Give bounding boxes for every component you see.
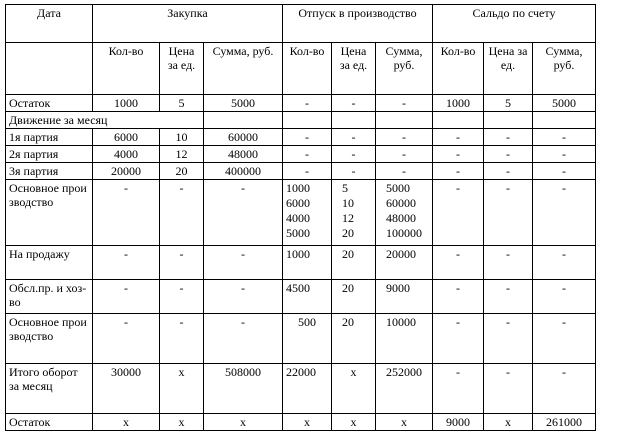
empty-cell	[376, 112, 433, 129]
value-line: 1000	[286, 181, 310, 195]
cell: -	[93, 314, 160, 364]
header-row-columns	[6, 43, 596, 95]
cell: -	[283, 95, 332, 112]
row-label: Основное производство	[6, 180, 93, 246]
value-line: 100000	[386, 226, 422, 240]
empty-cell	[484, 112, 533, 129]
movement-label: Движение за месяц	[6, 112, 204, 129]
cell: -	[484, 280, 533, 314]
cell: -	[160, 246, 204, 280]
cell: 22000	[283, 364, 332, 414]
header-date-blank	[6, 43, 93, 95]
cell: 4000	[93, 146, 160, 163]
cell: 5	[484, 95, 533, 112]
value-line: 10	[342, 196, 354, 210]
header-date: Дата	[6, 5, 93, 43]
cell: -	[283, 146, 332, 163]
cell: 508000	[204, 364, 283, 414]
cell: -	[433, 129, 484, 146]
cell: -	[204, 180, 283, 246]
header-balance-sum: Сумма, руб.	[533, 43, 596, 95]
cell: 9000	[376, 280, 433, 314]
row-label: Остаток	[6, 414, 93, 431]
cell: -	[433, 180, 484, 246]
value-line: 5000	[286, 226, 310, 240]
cell: -	[332, 146, 376, 163]
cell: -	[433, 163, 484, 180]
row-label: Остаток	[6, 95, 93, 112]
cell: -	[484, 364, 533, 414]
cell: -	[204, 314, 283, 364]
cell: 10000	[376, 314, 433, 364]
cell: -	[433, 146, 484, 163]
value-line: 12	[342, 211, 354, 225]
table-row-closing	[6, 414, 596, 431]
header-balance-qty: Кол-во	[433, 43, 484, 95]
cell: x	[484, 414, 533, 431]
cell: -	[533, 163, 596, 180]
value-line: 6000	[286, 196, 310, 210]
cell: 9000	[433, 414, 484, 431]
cell: 1000	[433, 95, 484, 112]
cell: 1000	[93, 95, 160, 112]
table-row-batch1	[6, 129, 596, 146]
row-label: На продажу	[6, 246, 93, 280]
cell: -	[93, 246, 160, 280]
header-balance-price: Цена за ед.	[484, 43, 533, 95]
table-row-batch2	[6, 146, 596, 163]
cell: -	[533, 280, 596, 314]
cell: -	[433, 246, 484, 280]
value-line: 20	[342, 226, 354, 240]
header-release-price: Цена за ед.	[332, 43, 376, 95]
table-row-batch3	[6, 163, 596, 180]
cell: -	[484, 146, 533, 163]
table-row-total	[6, 364, 596, 414]
row-label: 3я партия	[6, 163, 93, 180]
header-purchase-qty: Кол-во	[93, 43, 160, 95]
ledger-table-wrapper	[5, 4, 596, 431]
cell: x	[204, 414, 283, 431]
cell: -	[533, 180, 596, 246]
cell: x	[160, 414, 204, 431]
cell: 400000	[204, 163, 283, 180]
cell: -	[484, 163, 533, 180]
empty-cell	[332, 112, 376, 129]
cell: -	[160, 280, 204, 314]
cell-multi	[332, 180, 376, 246]
cell: 252000	[376, 364, 433, 414]
cell-multi	[376, 180, 433, 246]
cell: 20	[332, 246, 376, 280]
empty-cell	[283, 112, 332, 129]
row-label: 1я партия	[6, 129, 93, 146]
value-line: 5000	[386, 181, 410, 195]
cell: 5000	[204, 95, 283, 112]
empty-cell	[204, 112, 283, 129]
row-label: Основное производство	[6, 314, 93, 364]
cell: -	[376, 163, 433, 180]
row-label: 2я партия	[6, 146, 93, 163]
cell: x	[93, 414, 160, 431]
cell: x	[332, 414, 376, 431]
cell: -	[283, 163, 332, 180]
cell: -	[433, 314, 484, 364]
cell: 20	[332, 280, 376, 314]
table-row-sale	[6, 246, 596, 280]
cell: -	[533, 146, 596, 163]
cell: -	[533, 364, 596, 414]
header-release-qty: Кол-во	[283, 43, 332, 95]
cell: -	[533, 129, 596, 146]
row-label: Итого оборот за месяц	[6, 364, 93, 414]
row-label: Обсл.пр. и хоз-во	[6, 280, 93, 314]
cell: -	[433, 364, 484, 414]
header-row-groups	[6, 5, 596, 43]
cell: x	[283, 414, 332, 431]
value-line: 5	[342, 181, 348, 195]
cell: 48000	[204, 146, 283, 163]
cell: x	[332, 364, 376, 414]
cell: 5	[160, 95, 204, 112]
header-purchase: Закупка	[93, 5, 283, 43]
header-release: Отпуск в производство	[283, 5, 433, 43]
cell: -	[376, 95, 433, 112]
cell: 261000	[533, 414, 596, 431]
cell: 20	[160, 163, 204, 180]
cell: -	[433, 280, 484, 314]
table-row-movement	[6, 112, 596, 129]
cell: -	[93, 280, 160, 314]
cell: -	[533, 314, 596, 364]
cell: 500	[283, 314, 332, 364]
table-row-service	[6, 280, 596, 314]
table-row-main-production-2	[6, 314, 596, 364]
cell: -	[376, 129, 433, 146]
cell: 60000	[204, 129, 283, 146]
cell: -	[204, 246, 283, 280]
cell: -	[376, 146, 433, 163]
value-line: 60000	[386, 196, 416, 210]
cell: -	[533, 246, 596, 280]
cell: -	[160, 180, 204, 246]
empty-cell	[533, 112, 596, 129]
cell: 30000	[93, 364, 160, 414]
cell: 4500	[283, 280, 332, 314]
table-row-main-production-1	[6, 180, 596, 246]
value-line: 48000	[386, 211, 416, 225]
cell: -	[160, 314, 204, 364]
cell: 12	[160, 146, 204, 163]
cell: -	[204, 280, 283, 314]
cell: x	[376, 414, 433, 431]
cell: 5000	[533, 95, 596, 112]
table-row-opening	[6, 95, 596, 112]
header-purchase-price: Цена за ед.	[160, 43, 204, 95]
cell: -	[484, 246, 533, 280]
cell: -	[93, 180, 160, 246]
cell-multi	[283, 180, 332, 246]
header-purchase-sum: Сумма, руб.	[204, 43, 283, 95]
cell: 1000	[283, 246, 332, 280]
cell: 20	[332, 314, 376, 364]
cell: -	[283, 129, 332, 146]
cell: x	[160, 364, 204, 414]
value-line: 4000	[286, 211, 310, 225]
cell: 10	[160, 129, 204, 146]
cell: -	[484, 129, 533, 146]
empty-cell	[433, 112, 484, 129]
cell: -	[484, 314, 533, 364]
cell: -	[332, 129, 376, 146]
header-release-sum: Сумма, руб.	[376, 43, 433, 95]
ledger-table	[5, 4, 596, 431]
header-balance: Сальдо по счету	[433, 5, 596, 43]
cell: 20000	[376, 246, 433, 280]
cell: 6000	[93, 129, 160, 146]
cell: -	[332, 163, 376, 180]
cell: -	[332, 95, 376, 112]
cell: -	[484, 180, 533, 246]
cell: 20000	[93, 163, 160, 180]
